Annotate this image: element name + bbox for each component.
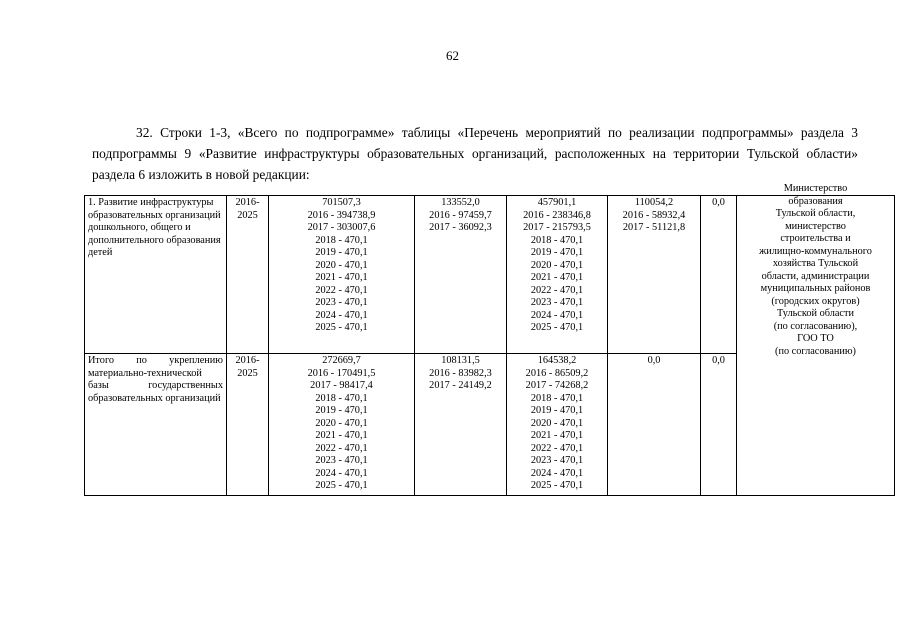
funding-line: 2022 - 470,1 — [315, 442, 368, 454]
funding-line: 2016 - 394738,9 — [307, 209, 376, 221]
funding-line: 2025 - 470,1 — [315, 322, 368, 333]
measures-table — [84, 183, 895, 496]
funding-line: 2017 - 36092,3 — [429, 222, 492, 233]
row-name-cell: 1. Развитие инфраструктуры образовательных организаций дошкольного, общего и дополнительного образования детей — [85, 196, 227, 354]
funding-line: 2019 - 470,1 — [530, 247, 584, 258]
total-funding-cell — [269, 196, 415, 354]
funding-line: 2016 - 83982,3 — [429, 367, 492, 379]
funding-line: 2016 - 86509,2 — [525, 367, 589, 379]
period-cell: 2016-2025 — [227, 196, 269, 354]
funding-line: 110054,2 — [634, 197, 674, 208]
funding-line: 2017 - 303007,6 — [307, 222, 376, 233]
funding-line: 2019 - 470,1 — [315, 247, 368, 258]
funding-line: 2018 - 470,1 — [530, 234, 584, 246]
funding-line: 2023 - 470,1 — [530, 455, 584, 466]
funding-line: 2016 - 58932,4 — [622, 209, 686, 221]
funding-line: 2023 - 470,1 — [315, 297, 368, 308]
funding-line: 2024 - 470,1 — [315, 309, 368, 321]
funding-line: 2019 - 470,1 — [530, 405, 584, 416]
funding-line: 2020 - 470,1 — [530, 417, 584, 429]
federal-funding-cell — [415, 196, 507, 354]
funding-line: 2018 - 470,1 — [315, 234, 368, 246]
funding-line: 2016 - 97459,7 — [429, 209, 492, 221]
funding-line: 2018 - 470,1 — [315, 392, 368, 404]
executor-cell: Министерство образования Тульской области, министерство строительства и жилищно-коммунального хозяйства Тульской области, администрации муниципальных районов (городских округов) Тульской области (по согласованию), ГОО ТО (по согласованию) — [737, 196, 895, 496]
funding-line: 2022 - 470,1 — [530, 284, 584, 296]
funding-line: 2020 - 470,1 — [315, 259, 368, 271]
other-funding-cell: 0,0 — [701, 196, 737, 354]
funding-line: 2024 - 470,1 — [530, 309, 584, 321]
row-name-cell: Итого по укреплению материально-технической базы государственных образовательных организаций — [85, 354, 227, 496]
municipal-funding-cell — [608, 354, 701, 496]
funding-line: 2017 - 98417,4 — [310, 380, 373, 391]
funding-line: 2021 - 470,1 — [315, 272, 368, 283]
funding-line: 2017 - 74268,2 — [525, 380, 589, 391]
funding-line: 108131,5 — [441, 355, 480, 366]
funding-line: 2021 - 470,1 — [530, 430, 584, 441]
period-cell: 2016-2025 — [227, 354, 269, 496]
page-number: 62 — [446, 48, 459, 63]
funding-line: 272669,7 — [322, 355, 361, 366]
total-funding-cell — [269, 354, 415, 496]
intro-paragraph: 32. Строки 1-3, «Всего по подпрограмме» таблицы «Перечень мероприятий по реализации подпрограммы» раздела 3 подпрограммы 9 «Развитие инфраструктуры образовательных организаций, расположенных на территории Тульской области» раздела 6 изложить в новой редакции: — [92, 125, 858, 182]
funding-line: 2025 - 470,1 — [315, 480, 368, 491]
table-row — [85, 196, 895, 354]
funding-line: 2016 - 238346,8 — [523, 209, 591, 221]
funding-line: 2019 - 470,1 — [315, 405, 368, 416]
funding-line: 2025 - 470,1 — [530, 322, 584, 333]
funding-line: 2021 - 470,1 — [315, 430, 368, 441]
other-funding-cell: 0,0 — [701, 354, 737, 496]
funding-line: 2023 - 470,1 — [315, 455, 368, 466]
funding-line: 133552,0 — [441, 197, 480, 208]
funding-line: 2018 - 470,1 — [530, 392, 584, 404]
funding-line: 2022 - 470,1 — [315, 284, 368, 296]
regional-funding-cell — [507, 354, 608, 496]
funding-line: 2017 - 51121,8 — [622, 222, 686, 233]
municipal-funding-cell — [608, 196, 701, 354]
regional-funding-cell — [507, 196, 608, 354]
funding-line: 164538,2 — [537, 355, 577, 366]
funding-line: 2022 - 470,1 — [530, 442, 584, 454]
funding-line: 2016 - 170491,5 — [307, 367, 376, 379]
funding-line: 2021 - 470,1 — [530, 272, 584, 283]
funding-line: 0,0 — [647, 355, 661, 366]
funding-line: 2023 - 470,1 — [530, 297, 584, 308]
funding-line: 2024 - 470,1 — [315, 467, 368, 479]
federal-funding-cell — [415, 354, 507, 496]
funding-line: 2024 - 470,1 — [530, 467, 584, 479]
funding-line: 701507,3 — [322, 197, 361, 208]
funding-line: 2020 - 470,1 — [315, 417, 368, 429]
funding-line: 457901,1 — [537, 197, 577, 208]
funding-line: 2017 - 215793,5 — [523, 222, 591, 233]
funding-line: 2020 - 470,1 — [530, 259, 584, 271]
funding-line: 2025 - 470,1 — [530, 480, 584, 491]
funding-line: 2017 - 24149,2 — [429, 380, 492, 391]
